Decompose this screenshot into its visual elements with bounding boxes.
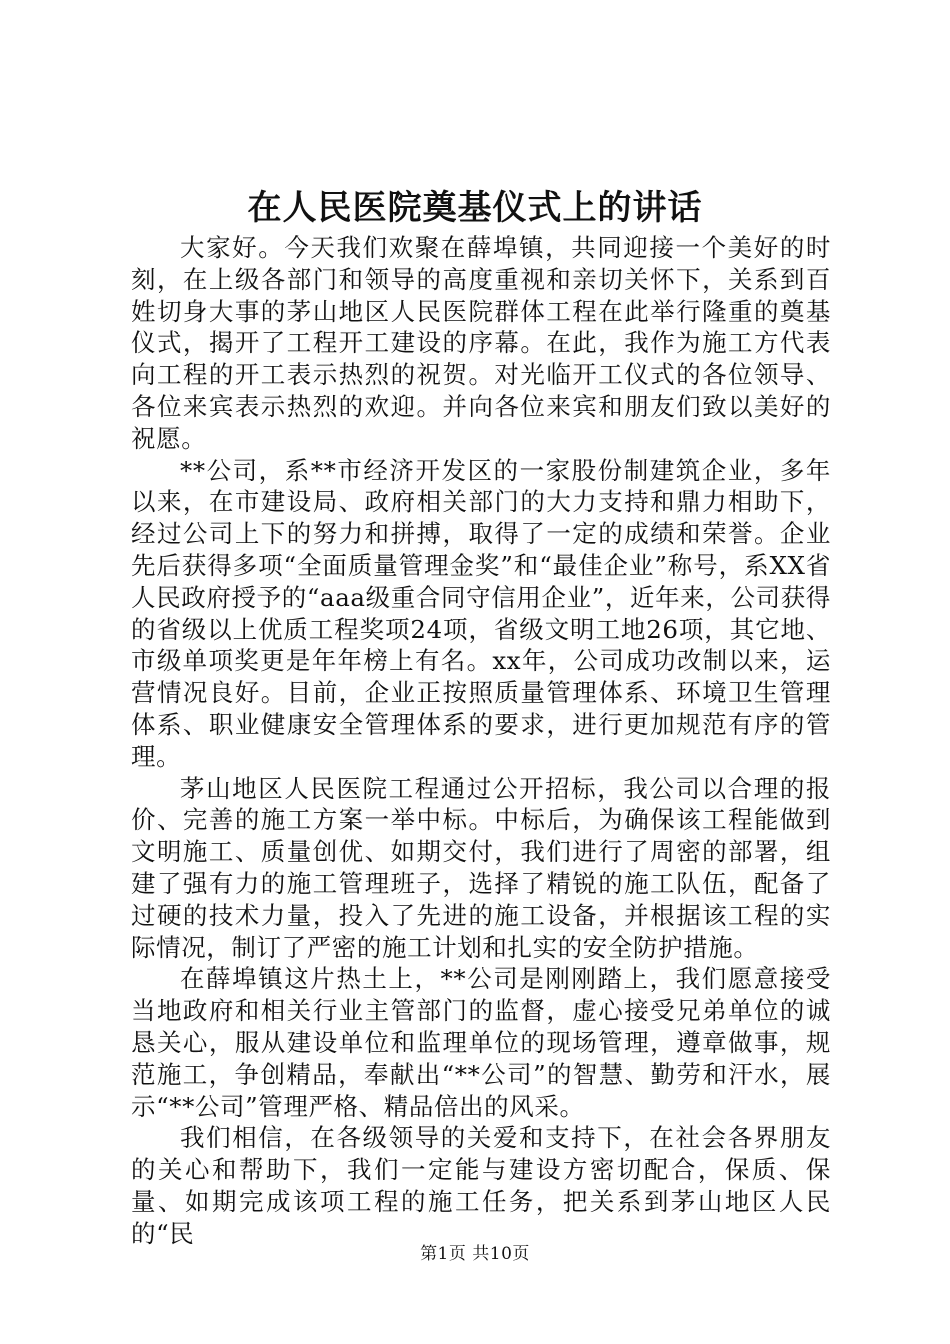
paragraph-project-bid: 茅山地区人民医院工程通过公开招标，我公司以合理的报价、完善的施工方案一举中标。中标后，为确保该工程能做到文明施工、质量创优、如期交付，我们进行了周密的部署，组建了强有力的施工管理班子，选择了精锐的施工队伍，配备了过硬的技术力量，投入了先进的施工设备，并根据该工程的实际情况，制订了严密的施工计划和扎实的安全防护措施。 xyxy=(131,773,831,962)
paragraph-commitment: 在薛埠镇这片热土上，**公司是刚刚踏上，我们愿意接受当地政府和相关行业主管部门的监督，虚心接受兄弟单位的诚恳关心，服从建设单位和监理单位的现场管理，遵章做事，规范施工，争创精品，奉献出“**公司”的智慧、勤劳和汗水，展示“**公司”管理严格、精品倍出的风采。 xyxy=(131,964,831,1121)
document-body xyxy=(131,232,831,1250)
paragraph-company-intro: **公司，系**市经济开发区的一家股份制建筑企业，多年以来，在市建设局、政府相关部门的大力支持和鼎力相助下，经过公司上下的努力和拼搏，取得了一定的成绩和荣誉。企业先后获得多项“全面质量管理金奖”和“最佳企业”称号，系XX省人民政府授予的“aaa级重合同守信用企业”，近年来，公司获得的省级以上优质工程奖项24项，省级文明工地26项，其它地、市级单项奖更是年年榜上有名。xx年，公司成功改制以来，运营情况良好。目前，企业正按照质量管理体系、环境卫生管理体系、职业健康安全管理体系的要求，进行更加规范有序的管理。 xyxy=(131,455,831,771)
page-number-footer: 第1页 共10页 xyxy=(420,1244,530,1264)
paragraph-greeting: 大家好。今天我们欢聚在薛埠镇，共同迎接一个美好的时刻，在上级各部门和领导的高度重视和亲切关怀下，关系到百姓切身大事的茅山地区人民医院群体工程在此举行隆重的奠基仪式，揭开了工程开工建设的序幕。在此，我作为施工方代表向工程的开工表示热烈的祝贺。对光临开工仪式的各位领导、各位来宾表示热烈的欢迎。并向各位来宾和朋友们致以美好的祝愿。 xyxy=(131,233,831,453)
paragraph-confidence: 我们相信，在各级领导的关爱和支持下，在社会各界朋友的关心和帮助下，我们一定能与建设方密切配合，保质、保量、如期完成该项工程的施工任务，把关系到茅山地区人民的“民 xyxy=(131,1123,831,1248)
document-title: 在人民医院奠基仪式上的讲话 xyxy=(247,188,703,228)
